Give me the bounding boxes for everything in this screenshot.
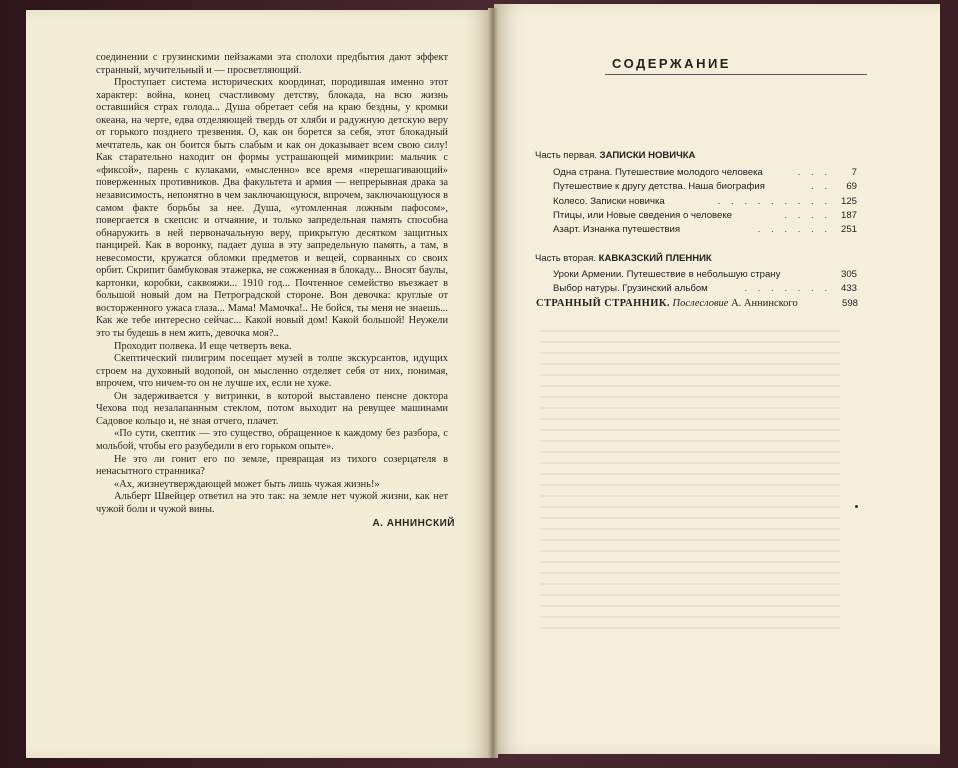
toc-entry-label: Колесо. Записки новичка — [553, 196, 665, 207]
toc-entry-label: Путешествие к другу детства. Наша биография — [553, 181, 765, 192]
afterword-kind: Послесловие — [672, 298, 729, 309]
leader-dots: . . . . . . — [757, 224, 831, 235]
toc-entry-page: 305 — [840, 269, 857, 280]
toc-entry[interactable] — [553, 269, 857, 282]
toc-entry-label: Выбор натуры. Грузинский альбом — [553, 283, 708, 294]
toc-entry[interactable] — [553, 224, 857, 237]
toc-entry-page: 7 — [851, 167, 857, 178]
toc-entry-label: Одна страна. Путешествие молодого человека — [553, 167, 763, 178]
paragraph: Он задерживается у витринки, в которой выставлено пенсне доктора Чехова под незалапанным стеклом, потом выходит на ревущее машинами Садовое кольцо и, не зная отчего, плачет. — [96, 390, 448, 427]
toc-entry[interactable] — [553, 167, 857, 180]
toc-entry-page: 69 — [846, 181, 857, 192]
paragraph: Проходит полвека. И еще четверть века. — [114, 340, 292, 352]
toc-entry[interactable] — [553, 181, 857, 194]
paragraph: соединении с грузинскими пейзажами эта сполохи предбытия дают эффект странный, мучительный и — просветляющий. — [96, 52, 448, 76]
afterword-title: СТРАННЫЙ СТРАННИК. — [536, 298, 670, 309]
part-prefix: Часть первая. — [535, 150, 598, 161]
leader-dots: . . . . . . . — [744, 283, 831, 294]
toc-entry-page: 598 — [841, 298, 858, 309]
leader-dots: . . . . . . . . . — [717, 196, 831, 207]
leader-dots: . . . . — [784, 210, 831, 221]
paragraph: «По сути, скептик — это существо, обращенное к каждому без разбора, с мольбой, чтобы его разубедили в его горьком опыте». — [96, 428, 448, 452]
toc-entry-page: 251 — [840, 224, 857, 235]
book-gutter — [488, 8, 498, 758]
toc-part-1 — [535, 150, 695, 161]
toc-entry[interactable] — [553, 210, 857, 223]
print-speck — [855, 505, 858, 508]
toc-afterword[interactable] — [536, 298, 858, 312]
leader-dots: . . . — [797, 167, 831, 178]
part-prefix: Часть вторая. — [535, 253, 597, 264]
toc-entry-label: Уроки Армении. Путешествие в небольшую страну — [553, 269, 781, 280]
paragraph: Скептический пилигрим посещает музей в толпе экскурсантов, идущих строем на духовный водопой, он мысленно отделяет себя от них, понимая, впрочем, что ничем-то он не лучше их, если не хуже. — [96, 353, 448, 390]
paragraph: Альберт Швейцер ответил на это так: на земле нет чужой жизни, как нет чужой боли и чужой вины. — [96, 491, 448, 515]
author-signature: А. АННИНСКИЙ — [372, 518, 455, 529]
toc-title: СОДЕРЖАНИЕ — [612, 56, 731, 71]
afterword-author: А. Аннинского — [731, 298, 798, 309]
leader-dots: . . — [811, 181, 831, 192]
part-title: КАВКАЗСКИЙ ПЛЕННИК — [598, 253, 712, 264]
title-rule — [605, 74, 867, 75]
toc-entry-page: 433 — [840, 283, 857, 294]
toc-entry[interactable] — [553, 196, 857, 209]
part-title: ЗАПИСКИ НОВИЧКА — [599, 150, 696, 161]
essay-text — [96, 52, 448, 516]
toc-part-2 — [535, 253, 712, 264]
toc-entry[interactable] — [553, 283, 857, 296]
toc-entry-label: Азарт. Изнанка путешествия — [553, 224, 681, 235]
show-through-text — [540, 330, 840, 630]
paragraph: Не это ли гонит его по земле, превращая из тихого созерцателя в ненасытного странника? — [96, 453, 448, 478]
toc-entry-page: 187 — [840, 210, 857, 221]
paragraph: «Ах, жизнеутверждающей может быть лишь чужая жизнь!» — [114, 478, 380, 490]
toc-entry-label: Птицы, или Новые сведения о человеке — [553, 210, 732, 221]
toc-entry-page: 125 — [840, 196, 857, 207]
paragraph: Проступает система исторических координат, породившая именно этот характер: война, конец счастливому детству, блокада, на всю жизнь оставшийся страх голода... Душа обретает себя на краю бездны, у кромки океана, на черте, едва отделяющей твердь от хляби и радужную детскую веру от горького позднего трезвения. О, как он борется за себя, этот блокадный мечтатель, как он боится быть слабым и как он доказывает всем свою силу! Как старательно находит он формы устрашающей мимикрии: мальчик с «фиксой», парень с кулаками, «мысленно» все время «перешагивающий» поверженных противников. Два факультета и армия — непрерывная драка за независимость, непонятно в чем заключающуюся, впрочем, заключающуюся в самом факте борьбы за нее. Душа, «утомленная ложным пафосом», повергается в скепсис и отчаяние, и только запредельная память способна обнаружить в ней первоначальную веру, прикрытую десятком защитных панцирей. Как в воронку, падает душа в эту запредельную память, а там, в невесомости, кружатся обломки предметов и вещей, сорванных со своих орбит. Скрипит бамбуковая этажерка, не сожженная в блокаду... Вносят баулы, картонки, коробки, саквояжи... 1910 год... Почтенное семейство въезжает в большой новый дом на Петроградской стороне. Вон девочка: круглые от восторженного ужаса глаза... Мама! Мамочка!.. Не бойся, ты меня не знаешь... Как же тебе интересно сейчас... Какой новый дом! Какой большой! Неужели это ты будешь в нем жить, девочка моя?.. — [96, 77, 448, 340]
